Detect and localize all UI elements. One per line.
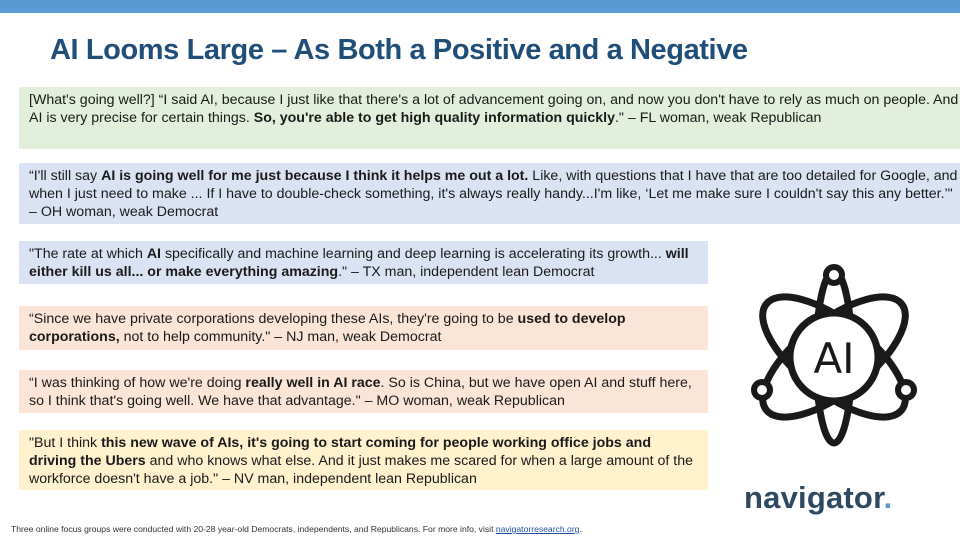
atom-ai-svg: [738, 262, 930, 452]
atom-ai-icon: [738, 262, 930, 452]
electron-dot: [754, 382, 770, 398]
quote-attribution: . So is China, but we have open AI and stuff here, so I think that's going well. We have that advantage." – MO woman, weak Republican: [29, 375, 692, 409]
electron-dot: [898, 382, 914, 398]
quote-text: [What's going well?] “I said AI, because I just like that there's a lot of advancement going on, and now you don't have to rely as much on people. And AI is very precise for certain things.: [29, 92, 959, 126]
quote-text: specifically and machine learning and deep learning is accelerating its growth...: [161, 246, 666, 262]
quote-box-tx: [19, 241, 708, 284]
quote-highlight: will either kill us all... or make everything amazing: [29, 246, 689, 280]
quote-attribution: and who knows what else. And it just makes me scared for when a large amount of the workforce doesn't have a job." – NV man, independent lean Republican: [29, 453, 693, 487]
quote-box-nj: [19, 306, 708, 350]
quote-text: "The rate at which: [29, 246, 147, 262]
quote-text: "But I think: [29, 435, 102, 451]
quote-text: “I was thinking of how we're doing: [29, 375, 246, 391]
quote-attribution: not to help community." – NJ man, weak Democrat: [119, 329, 442, 345]
quote-text: “Since we have private corporations developing these AIs, they're going to be: [29, 311, 518, 327]
footer-note: [11, 524, 582, 534]
quote-box-fl: [19, 87, 960, 149]
brand-dot: .: [883, 480, 893, 515]
footer-end: .: [579, 524, 582, 534]
quote-box-nv: [19, 430, 708, 490]
ai-label: AI: [813, 334, 855, 383]
quote-attribution: ." – FL woman, weak Republican: [614, 110, 822, 126]
quote-highlight: really well in AI race: [245, 375, 381, 391]
footer-link[interactable]: navigatorresearch.org: [495, 524, 580, 534]
quote-attribution: Like, with questions that I have that are too detailed for Google, and when I just need to make ... If I have to double-check something, it's always really handy...I'm like, ‘Let me make sure I couldn't say this any better.’" – OH woman, weak Democrat: [29, 168, 958, 220]
navigator-logo: [744, 480, 892, 516]
quote-highlight: used to develop corporations,: [29, 311, 626, 345]
footer-text: Three online focus groups were conducted with 20-28 year-old Democrats, independents, and Republicans. For more info, visit: [11, 524, 496, 534]
quote-highlight: AI is going well for me just because I think it helps me out a lot.: [101, 168, 529, 184]
brand-name: navigator: [744, 480, 884, 515]
slide-title: AI Looms Large – As Both a Positive and a Negative: [50, 34, 748, 66]
quote-box-mo: [19, 370, 708, 413]
electron-dot: [826, 267, 842, 283]
quote-box-oh: [19, 163, 960, 224]
top-accent-bar: [0, 0, 960, 13]
quote-highlight: So, you're able to get high quality information quickly: [253, 110, 615, 126]
quote-highlight: AI: [146, 246, 161, 262]
quote-attribution: ." – TX man, independent lean Democrat: [338, 264, 595, 280]
quote-text: “I'll still say: [29, 168, 102, 184]
quote-highlight: this new wave of AIs, it's going to start coming for people working office jobs and driving the Ubers: [29, 435, 651, 469]
